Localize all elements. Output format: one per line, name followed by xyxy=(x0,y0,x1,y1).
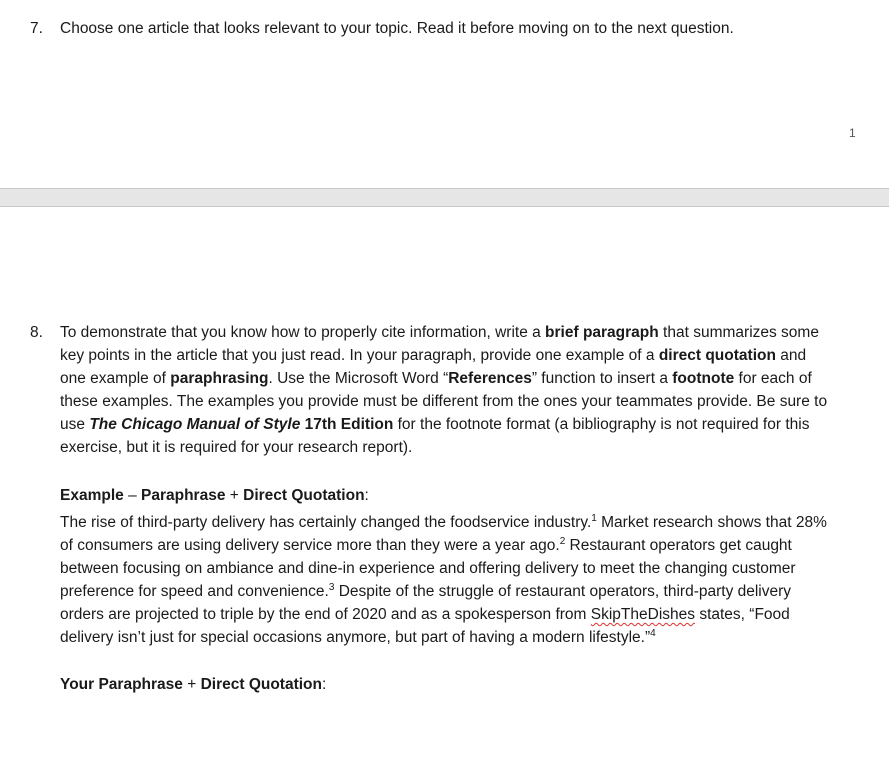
example-heading[interactable] xyxy=(60,484,369,507)
page-break xyxy=(0,188,889,207)
your-heading-paraphrase: Your Paraphrase xyxy=(60,676,183,693)
your-heading-plus: + xyxy=(182,676,201,693)
example-heading-direct-quotation: Direct Quotation xyxy=(243,487,365,504)
q8-chicago-manual-title: The Chicago Manual of Style xyxy=(89,416,301,433)
question-8 xyxy=(30,321,830,459)
question-8-number: 8. xyxy=(30,324,43,341)
page-number: 1 xyxy=(849,126,856,140)
q8-text-3: and one example of xyxy=(60,347,807,387)
example-sentence-5: states, “Food delivery isn’t just for special occasions anymore, but part of having a modern lifestyle.” xyxy=(60,606,790,646)
q8-bold-footnote: footnote xyxy=(672,370,735,387)
example-heading-example: Example xyxy=(60,487,124,504)
q8-text-7: for the footnote format (a bibliography is not required for this exercise, but it is required for your research report). xyxy=(60,416,810,456)
example-sentence-4: Despite of the struggle of restaurant operators, third-party delivery orders are projected to triple by the end of 2020 and as a spokesperson from xyxy=(60,583,792,623)
question-7-number: 7. xyxy=(30,20,43,37)
spellcheck-flagged-word[interactable]: SkipTheDishes xyxy=(590,606,696,623)
example-heading-dash: – xyxy=(123,487,141,504)
example-sentence-2: Market research shows that 28% of consumers are using delivery service more than they were a year ago. xyxy=(60,514,827,554)
q8-bold-brief-paragraph: brief paragraph xyxy=(545,324,659,341)
q8-bold-edition: 17th Edition xyxy=(300,416,394,433)
example-heading-colon: : xyxy=(364,487,369,504)
footnote-ref-4[interactable]: 4 xyxy=(650,628,656,639)
example-sentence-3: Restaurant operators get caught between focusing on ambiance and dine-in experience and offering delivery to meet the changing customer preference for speed and convenience. xyxy=(60,537,796,600)
your-heading-direct-quotation: Direct Quotation xyxy=(200,676,322,693)
q8-text-6: for each of these examples. The examples you provide must be different from the ones your teammates provide. Be sure to use xyxy=(60,370,828,433)
q8-text-4: . Use the Microsoft Word “ xyxy=(268,370,449,387)
q8-bold-paraphrasing: paraphrasing xyxy=(170,370,269,387)
your-heading-colon: : xyxy=(322,676,327,693)
question-8-text[interactable] xyxy=(60,321,830,459)
footnote-ref-1[interactable]: 1 xyxy=(591,513,597,524)
your-answer-heading[interactable] xyxy=(60,673,326,696)
question-7 xyxy=(30,17,830,40)
q8-text-2: that summarizes some key points in the article that you just read. In your paragraph, provide one example of a xyxy=(60,324,819,364)
example-heading-paraphrase: Paraphrase xyxy=(141,487,226,504)
q8-bold-direct-quotation: direct quotation xyxy=(658,347,776,364)
question-7-text[interactable]: Choose one article that looks relevant to your topic. Read it before moving on to the next question. xyxy=(60,20,734,37)
q8-bold-references: References xyxy=(448,370,532,387)
q8-text-5: ” function to insert a xyxy=(531,370,673,387)
document-page-1 xyxy=(0,0,889,188)
example-paragraph[interactable] xyxy=(60,511,835,649)
footnote-ref-3[interactable]: 3 xyxy=(328,582,335,593)
example-sentence-1: The rise of third-party delivery has certainly changed the foodservice industry. xyxy=(60,514,592,531)
q8-text-1: To demonstrate that you know how to properly cite information, write a xyxy=(60,324,546,341)
footnote-ref-2[interactable]: 2 xyxy=(559,536,566,547)
example-heading-plus: + xyxy=(225,487,244,504)
